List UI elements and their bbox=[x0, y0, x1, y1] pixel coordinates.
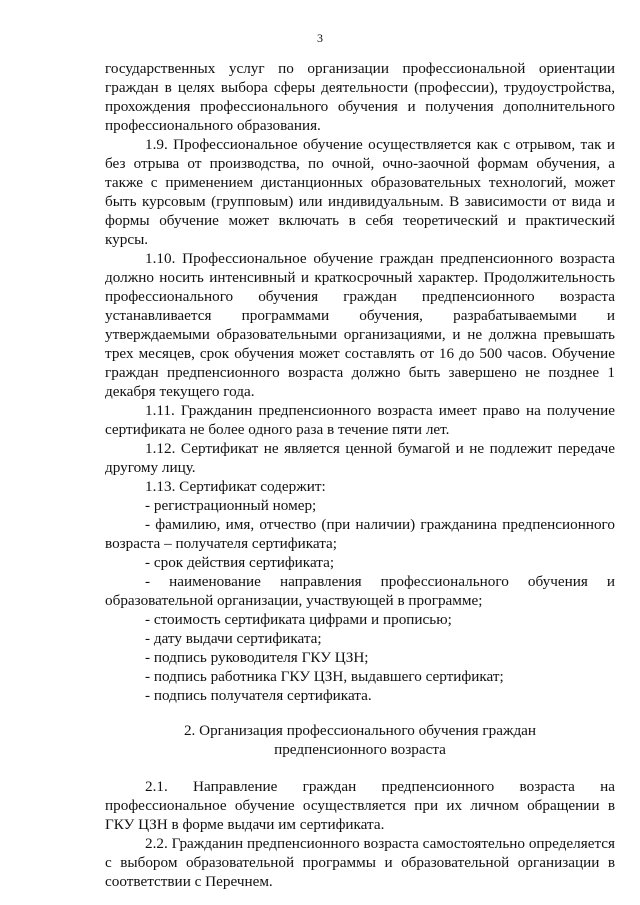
paragraph-1-12: 1.12. Сертификат не является ценной бумагой и не подлежит передаче другому лицу. bbox=[105, 440, 615, 476]
list-item: - подпись руководителя ГКУ ЦЗН; bbox=[145, 649, 369, 666]
list-item: - подпись работника ГКУ ЦЗН, выдавшего сертификат; bbox=[145, 668, 504, 685]
section-heading-line1: 2. Организация профессионального обучения граждан bbox=[183, 722, 537, 739]
list-item: - стоимость сертификата цифрами и прописью; bbox=[145, 611, 452, 628]
paragraph-1-9: 1.9. Профессиональное обучение осуществляется как с отрывом, так и без отрыва от производства, по очной, очно-заочной формам обучения, а также с применением дистанционных образовательных технологий, может быть курсовым (групповым) или индивидуальным. В зависимости от вида и формы обучение может включать в себя теоретический и практический курсы. bbox=[105, 136, 615, 248]
page-number: 3 bbox=[317, 31, 323, 45]
paragraph-intro: государственных услуг по организации профессиональной ориентации граждан в целях выбора сферы деятельности (профессии), трудоустройства, прохождения профессионального обучения и получения дополнительного профессионального образования. bbox=[105, 60, 615, 134]
paragraph-1-10: 1.10. Профессиональное обучение граждан предпенсионного возраста должно носить интенсивный и краткосрочный характер. Продолжительность профессионального обучения граждан предпенсионного возраста устанавливается программами обучения, разрабатываемыми и утверждаемыми образовательными организациями, и не должна превышать трех месяцев, срок обучения может составлять от 16 до 500 часов. Обучение граждан предпенсионного возраста должно быть завершено не позднее 1 декабря текущего года. bbox=[105, 250, 615, 400]
section-heading-line2: предпенсионного возраста bbox=[274, 741, 446, 758]
paragraph-1-13: 1.13. Сертификат содержит: bbox=[145, 478, 326, 495]
list-item: - дату выдачи сертификата; bbox=[145, 630, 322, 647]
document-body bbox=[105, 59, 615, 891]
paragraph-1-11: 1.11. Гражданин предпенсионного возраста имеет право на получение сертификата не более одного раза в течение пяти лет. bbox=[105, 402, 615, 438]
list-item: - фамилию, имя, отчество (при наличии) гражданина предпенсионного возраста – получателя сертификата; bbox=[105, 516, 615, 552]
paragraph-2-2: 2.2. Гражданин предпенсионного возраста самостоятельно определяется с выбором образовательной программы и образовательной организации в соответствии с Перечнем. bbox=[105, 835, 615, 890]
section-heading bbox=[105, 721, 615, 759]
list-item: - наименование направления профессионального обучения и образовательной организации, участвующей в программе; bbox=[105, 573, 615, 609]
list-item: - срок действия сертификата; bbox=[145, 554, 335, 571]
paragraph-2-1: 2.1. Направление граждан предпенсионного возраста на профессиональное обучение осуществляется при их личном обращении в ГКУ ЦЗН в форме выдачи им сертификата. bbox=[105, 778, 615, 833]
list-item: - регистрационный номер; bbox=[145, 497, 317, 514]
list-item: - подпись получателя сертификата. bbox=[145, 687, 372, 704]
